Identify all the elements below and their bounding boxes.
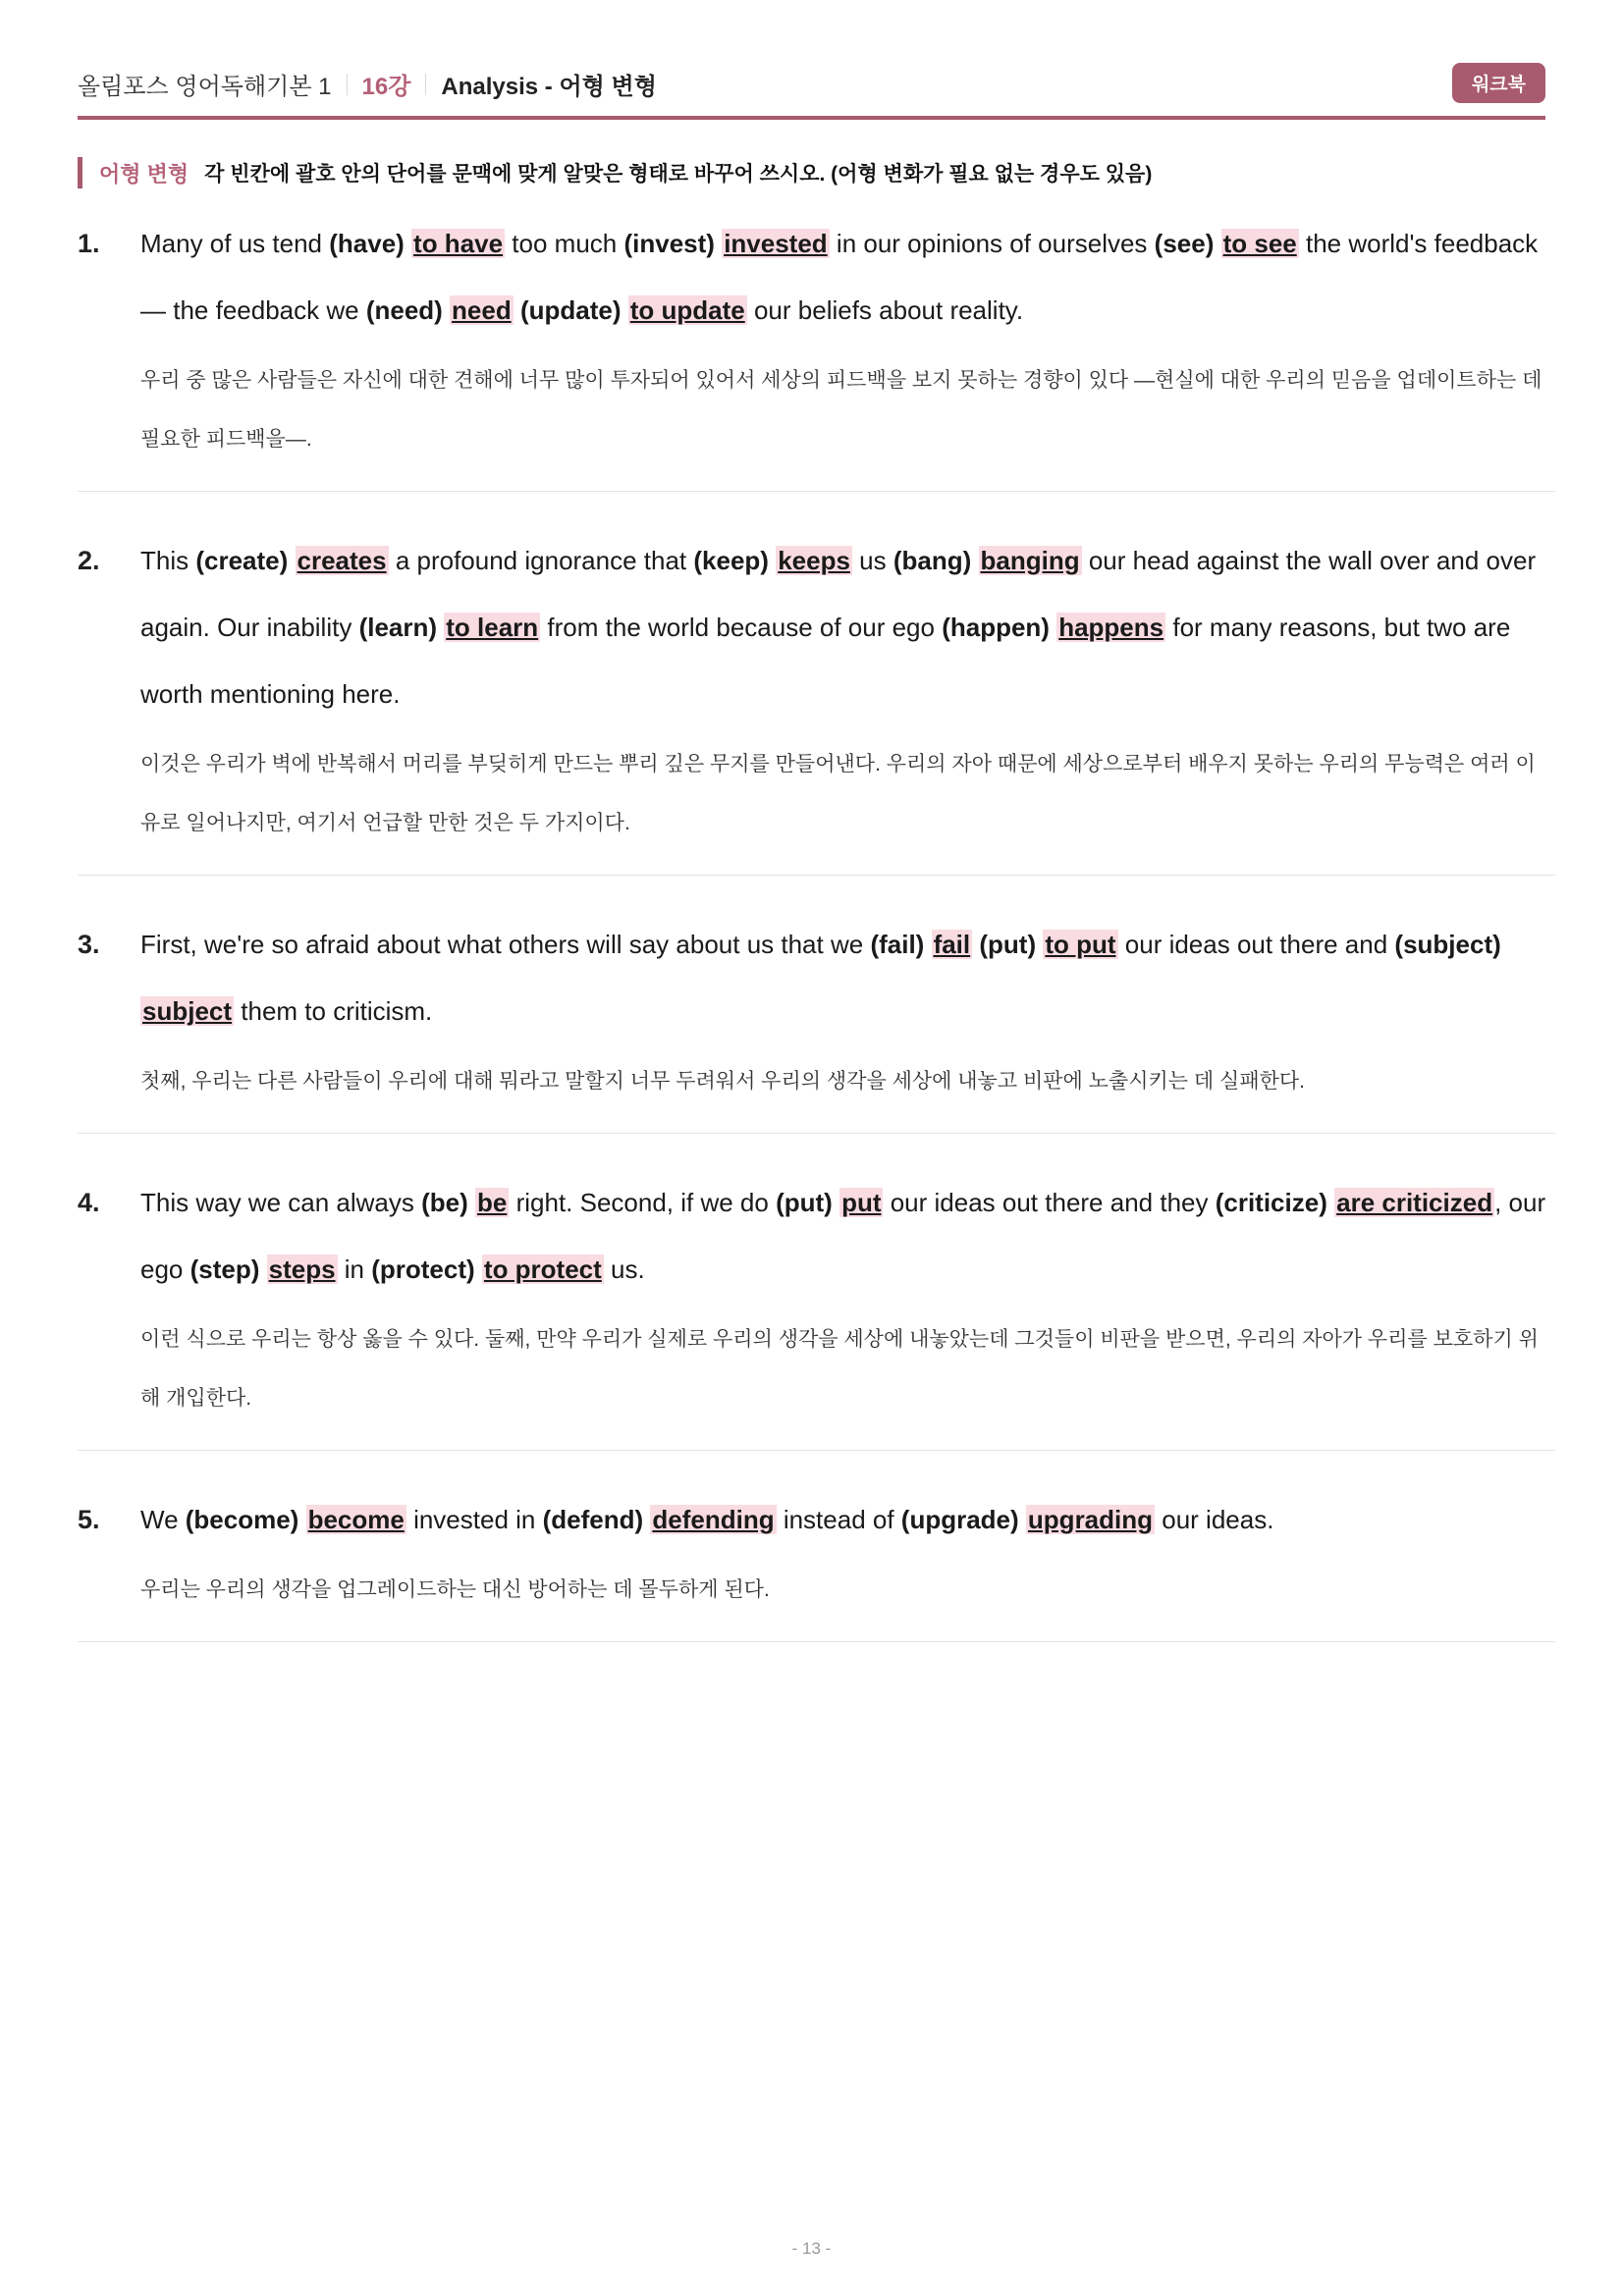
sentence-text (971, 546, 978, 575)
header-breadcrumb (78, 67, 657, 101)
base-word-cue: (learn) (358, 613, 438, 642)
lesson-number: 16강 (361, 74, 411, 100)
english-sentence (140, 911, 1555, 1044)
base-word-cue: (upgrade) (900, 1505, 1019, 1534)
base-word-cue: (put) (776, 1188, 833, 1217)
item-number: 3. (78, 930, 100, 959)
answer-blank: to update (629, 295, 745, 325)
base-word-cue: (protect) (371, 1255, 475, 1284)
sentence-text: This (140, 546, 196, 575)
sentence-text: for many reasons, but two are worth mentioning here. (140, 613, 1511, 709)
exercise-item (78, 210, 1555, 492)
sentence-text (1019, 1505, 1026, 1534)
sentence-text: in (337, 1255, 372, 1284)
header-divider (425, 74, 426, 95)
answer-blank: are criticized (1336, 1188, 1493, 1217)
korean-translation: 우리는 우리의 생각을 업그레이드하는 대신 방어하는 데 몰두하게 된다. (140, 1578, 770, 1601)
sentence-text (924, 930, 931, 959)
exercise-item (78, 876, 1555, 1134)
sentence-text (443, 295, 450, 325)
base-word-cue: (step) (189, 1255, 260, 1284)
answer-blank: keeps (778, 546, 850, 575)
english-sentence (140, 1486, 1555, 1553)
instruction-label: 어형 변형 (99, 161, 189, 187)
answer-blank: steps (268, 1255, 336, 1284)
sentence-text: First, we're so afraid about what others will say about us that we (140, 930, 871, 959)
base-word-cue: (be) (421, 1188, 468, 1217)
item-number: 5. (78, 1505, 100, 1534)
sentence-text: our head against the wall over and over again. Our inability (140, 546, 1537, 642)
sentence-text (622, 295, 628, 325)
base-word-cue: (fail) (870, 930, 925, 959)
sentence-text (298, 1505, 305, 1534)
korean-translation: 이런 식으로 우리는 항상 옳을 수 있다. 둘째, 만약 우리가 실제로 우리의 생각을 세상에 내놓았는데 그것들이 비판을 받으면, 우리의 자아가 우리를 보호하기 위해 개입한다. (140, 1328, 1539, 1410)
sentence-text: us (851, 546, 893, 575)
item-number: 2. (78, 546, 100, 575)
sentence-text (259, 1255, 266, 1284)
base-word-cue: (defend) (542, 1505, 644, 1534)
sentence-text (405, 229, 411, 258)
sentence-text (288, 546, 295, 575)
answer-blank: invested (724, 229, 828, 258)
base-word-cue: (need) (365, 295, 443, 325)
exercise-item (78, 492, 1555, 876)
instruction-box (78, 157, 1564, 188)
header-divider (347, 74, 348, 95)
answer-blank: become (307, 1505, 405, 1534)
answer-blank: need (452, 295, 512, 325)
sentence-text: our ideas out there and they (883, 1188, 1216, 1217)
korean-translation: 이것은 우리가 벽에 반복해서 머리를 부딪히게 만드는 뿌리 깊은 무지를 만들어낸다. 우리의 자아 때문에 세상으로부터 배우지 못하는 우리의 무능력은 여러 이유로 일어나지만, 여기서 언급할 만한 것은 두 가지이다. (140, 753, 1536, 834)
sentence-text: us. (603, 1255, 645, 1284)
sentence-text: invested in (406, 1505, 543, 1534)
page-header (78, 59, 1545, 120)
answer-blank: creates (297, 546, 387, 575)
answer-blank: happens (1058, 613, 1164, 642)
exercise-item (78, 1451, 1555, 1642)
sentence-text: them to criticism. (234, 996, 433, 1026)
sentence-text: This way we can always (140, 1188, 422, 1217)
item-number: 4. (78, 1188, 100, 1217)
exercise-list (78, 210, 1555, 1642)
sentence-text: right. Second, if we do (509, 1188, 777, 1217)
answer-blank: subject (142, 996, 233, 1026)
sentence-text: instead of (776, 1505, 901, 1534)
item-number: 1. (78, 229, 100, 258)
sentence-text: in our opinions of ourselves (829, 229, 1155, 258)
sentence-text: our ideas. (1155, 1505, 1274, 1534)
answer-blank: to have (413, 229, 504, 258)
korean-translation: 우리 중 많은 사람들은 자신에 대한 견해에 너무 많이 투자되어 있어서 세상의 피드백을 보지 못하는 경향이 있다 —현실에 대한 우리의 믿음을 업데이트하는 데 필요한 피드백을—. (140, 369, 1542, 451)
base-word-cue: (subject) (1394, 930, 1501, 959)
workbook-badge: 워크북 (1452, 63, 1545, 103)
base-word-cue: (happen) (942, 613, 1050, 642)
base-word-cue: (put) (979, 930, 1037, 959)
answer-blank: to see (1222, 229, 1297, 258)
english-sentence (140, 1169, 1555, 1303)
english-sentence (140, 527, 1555, 727)
base-word-cue: (invest) (623, 229, 715, 258)
sentence-text: too much (505, 229, 624, 258)
sentence-text (1214, 229, 1220, 258)
base-word-cue: (update) (519, 295, 622, 325)
exercise-item (78, 1134, 1555, 1451)
base-word-cue: (bang) (893, 546, 972, 575)
section-title: Analysis - 어형 변형 (441, 74, 657, 100)
answer-blank: defending (652, 1505, 775, 1534)
sentence-text: , our ego (140, 1188, 1546, 1284)
base-word-cue: (see) (1154, 229, 1215, 258)
answer-blank: be (477, 1188, 508, 1217)
answer-blank: fail (933, 930, 971, 959)
answer-blank: to learn (446, 613, 539, 642)
instruction-text: 각 빈칸에 괄호 안의 단어를 문맥에 맞게 알맞은 형태로 바꾸어 쓰시오. (어형 변화가 필요 없는 경우도 있음) (204, 163, 1153, 186)
base-word-cue: (become) (185, 1505, 299, 1534)
book-title: 올림포스 영어독해기본 1 (78, 74, 332, 100)
answer-blank: banging (980, 546, 1080, 575)
base-word-cue: (keep) (693, 546, 769, 575)
sentence-text: a profound ignorance that (388, 546, 694, 575)
sentence-text: Many of us tend (140, 229, 330, 258)
english-sentence (140, 210, 1555, 344)
sentence-text: the world's feedback — the feedback we (140, 229, 1539, 325)
base-word-cue: (criticize) (1215, 1188, 1327, 1217)
page-number: - 13 - (791, 2239, 832, 2258)
sentence-text: from the world because of our ego (540, 613, 943, 642)
answer-blank: to protect (483, 1255, 602, 1284)
sentence-text: We (140, 1505, 186, 1534)
sentence-text (475, 1255, 482, 1284)
sentence-text: our ideas out there and (1117, 930, 1395, 959)
sentence-text (833, 1188, 839, 1217)
base-word-cue: (have) (329, 229, 405, 258)
sentence-text (514, 295, 520, 325)
korean-translation: 첫째, 우리는 다른 사람들이 우리에 대해 뭐라고 말할지 너무 두려워서 우리의 생각을 세상에 내놓고 비판에 노출시키는 데 실패한다. (140, 1070, 1306, 1093)
answer-blank: upgrading (1027, 1505, 1154, 1534)
sentence-text (468, 1188, 475, 1217)
base-word-cue: (create) (195, 546, 289, 575)
sentence-text: our beliefs about reality. (746, 295, 1024, 325)
answer-blank: put (841, 1188, 882, 1217)
answer-blank: to put (1045, 930, 1116, 959)
